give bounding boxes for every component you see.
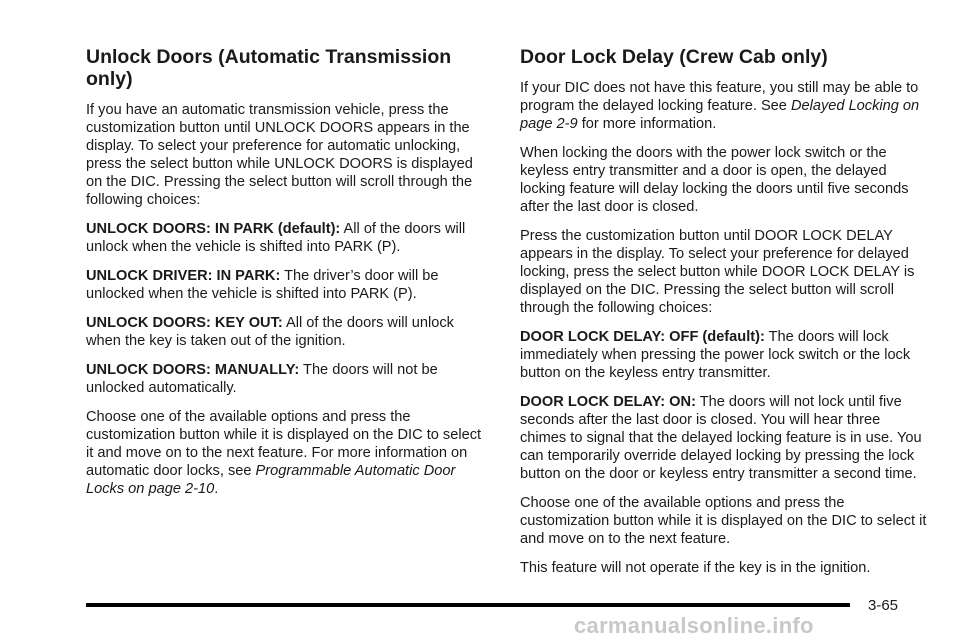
door-lock-delay-p5: This feature will not operate if the key is in the ignition. xyxy=(520,560,871,576)
choice-unlock-driver-in-park xyxy=(86,267,490,303)
door-lock-delay-p1 xyxy=(520,79,928,133)
choice-term: UNLOCK DOORS: KEY OUT: xyxy=(86,315,283,331)
choice-term: UNLOCK DOORS: MANUALLY: xyxy=(86,362,300,378)
choice-term: DOOR LOCK DELAY: OFF (default): xyxy=(520,329,765,345)
choice-door-lock-delay-on xyxy=(520,393,928,483)
delayed-locking-reference[interactable]: Delayed Locking on page 2-9 xyxy=(520,98,920,132)
choice-term: UNLOCK DRIVER: IN PARK: xyxy=(86,268,281,284)
choice-door-lock-delay-off xyxy=(520,328,928,382)
choice-term: UNLOCK DOORS: IN PARK (default): xyxy=(86,221,341,237)
right-column xyxy=(520,46,928,588)
choice-desc: All of the doors will unlock when the key is taken out of the ignition. xyxy=(86,315,454,349)
choice-unlock-doors-in-park xyxy=(86,220,490,256)
choice-desc: All of the doors will unlock when the vehicle is shifted into PARK (P). xyxy=(86,221,466,255)
left-column xyxy=(86,46,490,509)
unlock-doors-outro xyxy=(86,408,490,498)
watermark-text: carmanualsonline.info xyxy=(574,613,814,638)
outro-text: Choose one of the available options and press the customization button while it is displayed on the DIC to select it and move on to the next feature. For more information on automatic door locks, see xyxy=(86,409,482,479)
outro-end: . xyxy=(214,481,219,497)
door-lock-delay-p3: Press the customization button until DOOR LOCK DELAY appears in the display. To select your preference for delayed locking, press the select button while DOOR LOCK DELAY is displayed on the DIC. Pressing the select button will scroll through the following choices: xyxy=(520,228,915,316)
door-lock-delay-p4: Choose one of the available options and press the customization button while it is displayed on the DIC to select it and move on to the next feature. xyxy=(520,495,927,547)
p1-text: If your DIC does not have this feature, you still may be able to program the delayed locking feature. See xyxy=(520,80,919,114)
choice-desc: The doors will not lock until five seconds after the last door is closed. You will hear three chimes to signal that the delayed locking feature is in use. You can temporarily override delayed locking by pressing the lock button on the door or keyless entry transmitter a second time. xyxy=(520,394,922,482)
p1-end: for more information. xyxy=(581,116,717,132)
choice-unlock-doors-manually xyxy=(86,361,490,397)
unlock-doors-intro: If you have an automatic transmission vehicle, press the customization button until UNLOCK DOORS appears in the display. To select your preference for automatic unlocking, press the select button while UNLOCK DOORS is displayed on the DIC. Pressing the select button will scroll through the following choices: xyxy=(86,102,473,208)
choice-term: DOOR LOCK DELAY: ON: xyxy=(520,394,696,410)
door-lock-delay-p2: When locking the doors with the power lock switch or the keyless entry transmitter and a door is open, the delayed locking feature will delay locking the doors until five seconds after the last door is closed. xyxy=(520,145,909,215)
door-lock-delay-heading: Door Lock Delay (Crew Cab only) xyxy=(520,46,828,68)
choice-unlock-doors-key-out xyxy=(86,314,490,350)
choice-desc: The driver’s door will be unlocked when the vehicle is shifted into PARK (P). xyxy=(86,268,439,302)
programmable-locks-reference[interactable]: Programmable Automatic Door Locks on page 2-10 xyxy=(86,463,456,497)
page-number: 3-65 xyxy=(868,597,899,614)
footer-rule xyxy=(86,603,850,607)
unlock-doors-heading: Unlock Doors (Automatic Transmission only) xyxy=(86,46,452,90)
choice-desc: The doors will lock immediately when pressing the power lock switch or the lock button on the keyless entry transmitter. xyxy=(520,329,911,381)
choice-desc: The doors will not be unlocked automatically. xyxy=(86,362,438,396)
